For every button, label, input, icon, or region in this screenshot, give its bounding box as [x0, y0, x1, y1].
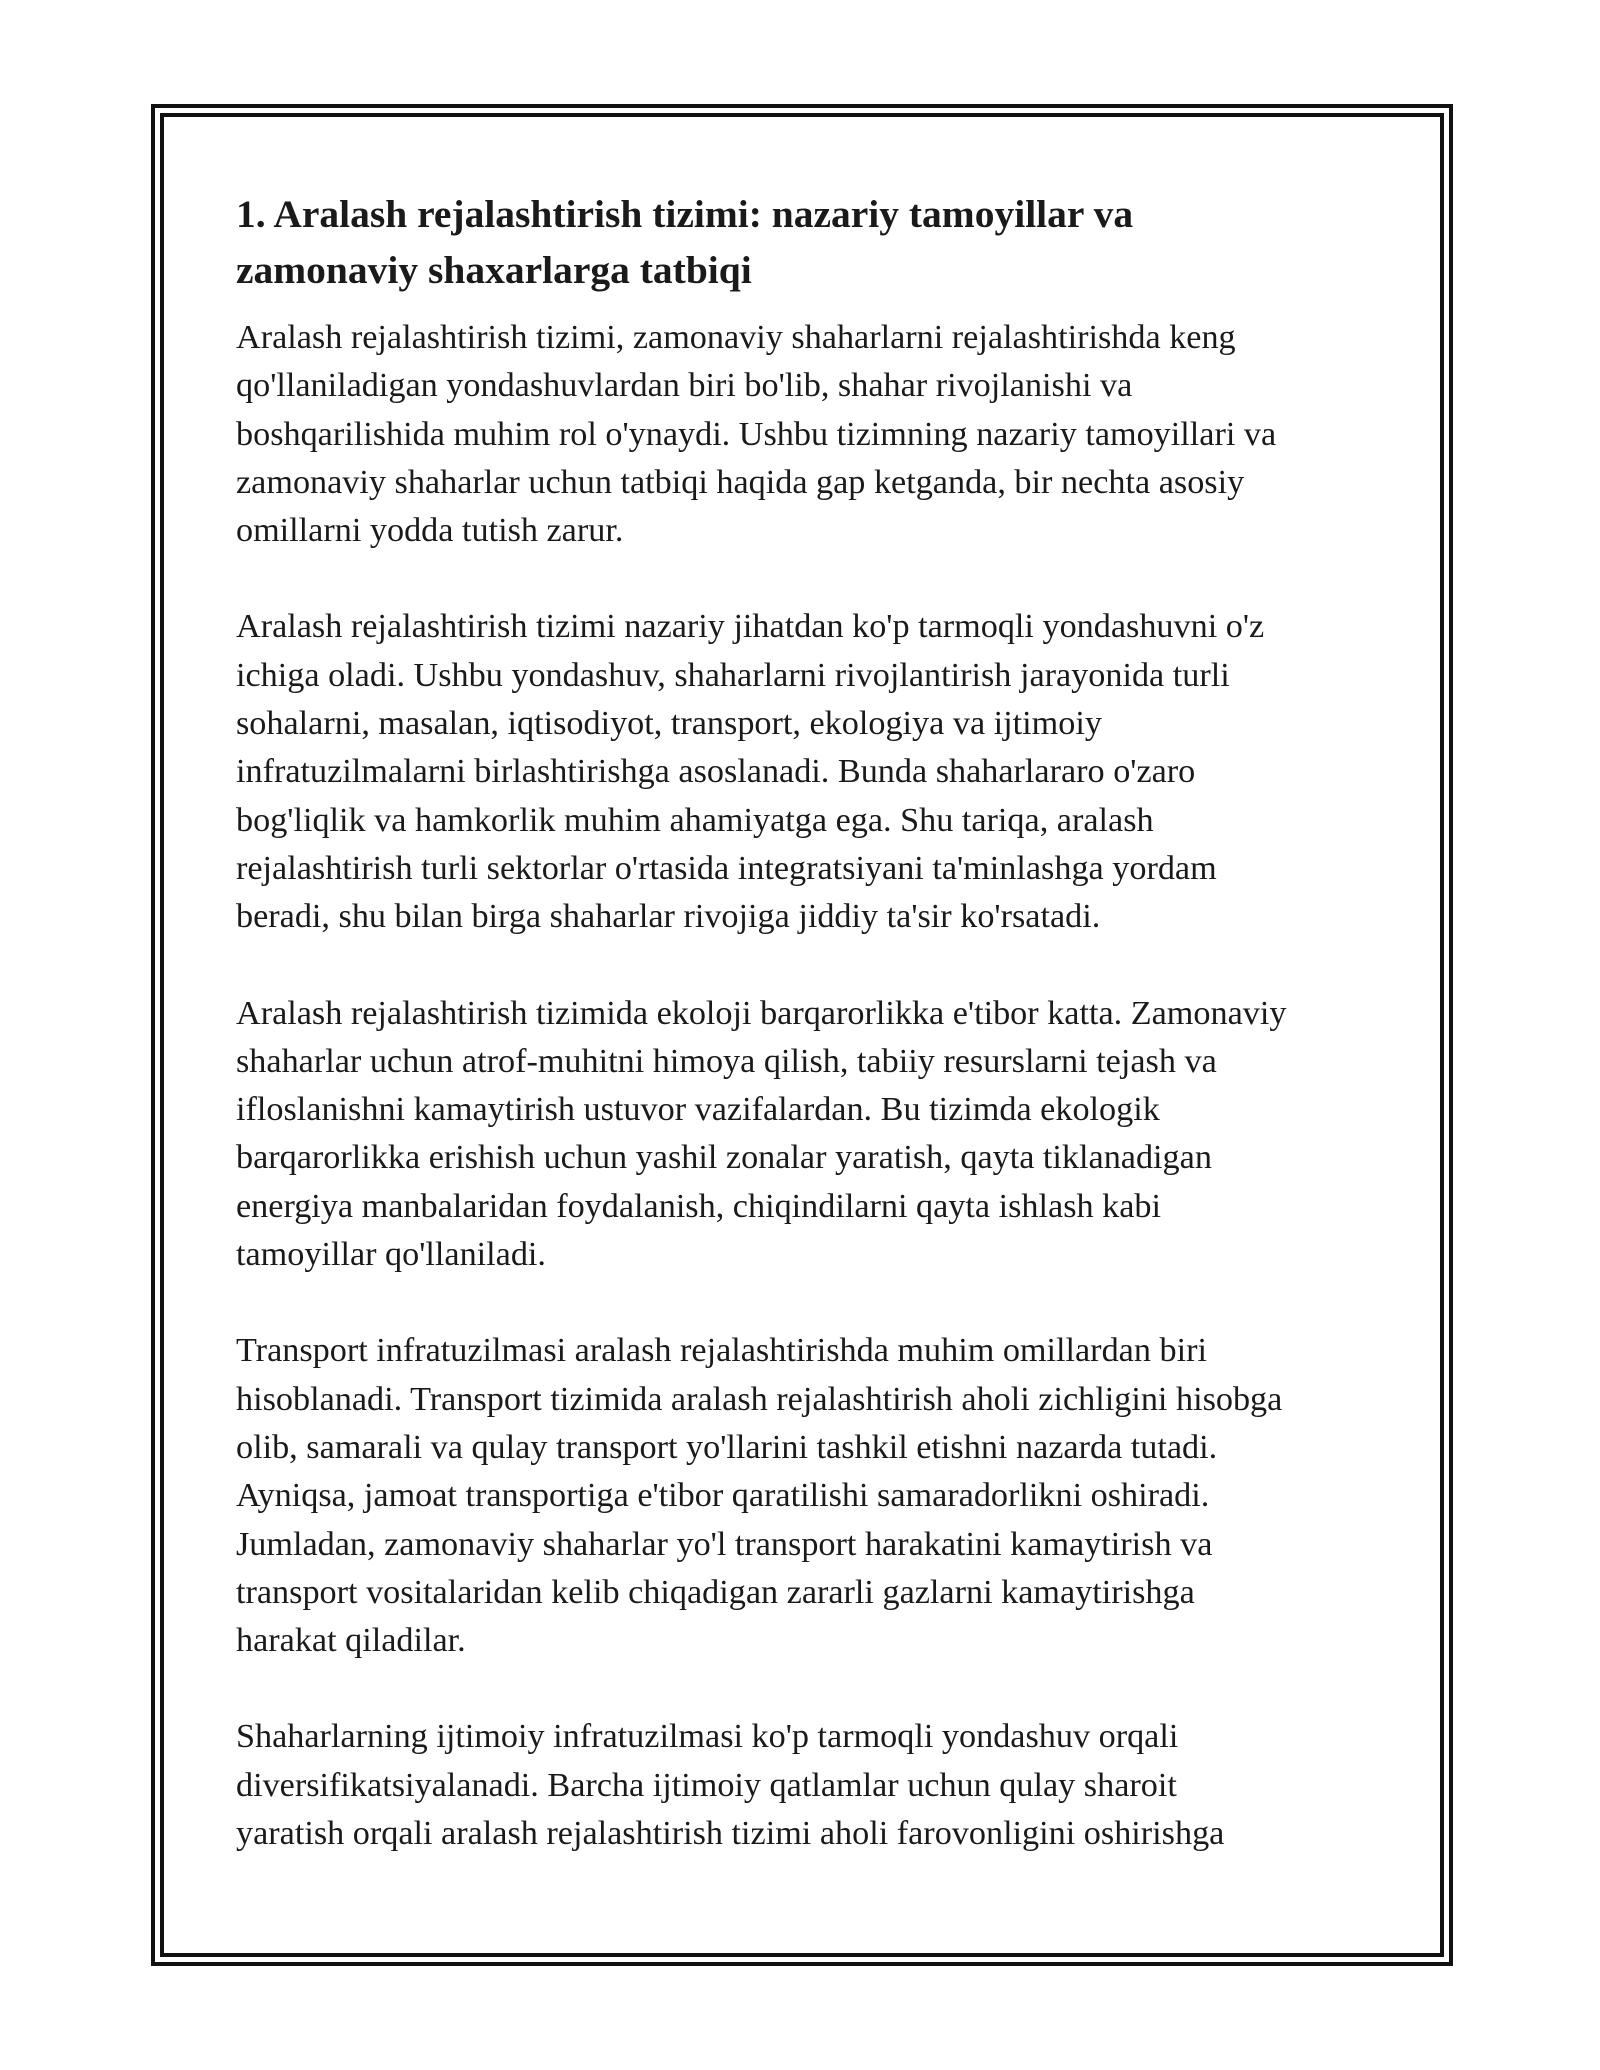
text-line: tamoyillar qo'llaniladi. — [236, 1236, 546, 1274]
paragraph-5 — [236, 1713, 1376, 1858]
text-line: beradi, shu bilan birga shaharlar rivojiga jiddiy ta'sir ko'rsatadi. — [236, 898, 1101, 936]
text-line: energiya manbalaridan foydalanish, chiqindilarni qayta ishlash kabi — [236, 1187, 1161, 1225]
text-line: transport vositalaridan kelib chiqadigan zararli gazlarni kamaytirishga — [236, 1573, 1195, 1611]
text-line: yaratish orqali aralash rejalashtirish tizimi aholi farovonligini oshirishga — [236, 1815, 1225, 1853]
text-line: bog'liqlik va hamkorlik muhim ahamiyatga ega. Shu tariqa, aralash — [236, 801, 1154, 839]
paragraph-2 — [236, 603, 1376, 941]
text-line: Aralash rejalashtirish tizimida ekoloji barqarorlikka e'tibor katta. Zamonaviy — [236, 994, 1287, 1032]
text-line: Shaharlarning ijtimoiy infratuzilmasi ko'p tarmoqli yondashuv orqali — [236, 1718, 1179, 1756]
text-line: diversifikatsiyalanadi. Barcha ijtimoiy qatlamlar uchun qulay sharoit — [236, 1766, 1177, 1804]
text-line: infratuzilmalarni birlashtirishga asoslanadi. Bunda shaharlararo o'zaro — [236, 753, 1196, 791]
text-line: olib, samarali va qulay transport yo'llarini tashkil etishni nazarda tutadi. — [236, 1428, 1218, 1466]
text-line: Aralash rejalashtirish tizimi nazariy jihatdan ko'p tarmoqli yondashuvni o'z — [236, 608, 1265, 646]
paragraph-1 — [236, 314, 1376, 555]
paragraph-3 — [236, 990, 1376, 1280]
heading-line: zamonaviy shaxarlarga tatbiqi — [236, 248, 752, 292]
text-line: hisoblanadi. Transport tizimida aralash rejalashtirish aholi zichligini hisobga — [236, 1380, 1283, 1418]
text-line: Transport infratuzilmasi aralash rejalashtirishda muhim omillardan biri — [236, 1332, 1207, 1370]
text-line: Jumladan, zamonaviy shaharlar yo'l transport harakatini kamaytirish va — [236, 1525, 1213, 1563]
text-line: barqarorlikka erishish uchun yashil zonalar yaratish, qayta tiklanadigan — [236, 1139, 1212, 1177]
text-line: Aralash rejalashtirish tizimi, zamonaviy shaharlarni rejalashtirishda keng — [236, 319, 1236, 356]
document-content — [236, 186, 1376, 1858]
text-line: ifloslanishni kamaytirish ustuvor vazifalardan. Bu tizimda ekologik — [236, 1091, 1160, 1129]
text-line: ichiga oladi. Ushbu yondashuv, shaharlarni rivojlantirish jarayonida turli — [236, 656, 1230, 694]
text-line: omillarni yodda tutish zarur. — [236, 512, 624, 550]
text-line: qo'llaniladigan yondashuvlardan biri bo'lib, shahar rivojlanishi va — [236, 367, 1133, 405]
text-line: sohalarni, masalan, iqtisodiyot, transport, ekologiya va ijtimoiy — [236, 705, 1102, 743]
text-line: shaharlar uchun atrof-muhitni himoya qilish, tabiiy resurslarni tejash va — [236, 1042, 1217, 1080]
section-heading — [236, 186, 1376, 298]
text-line: Ayniqsa, jamoat transportiga e'tibor qaratilishi samaradorlikni oshiradi. — [236, 1477, 1210, 1515]
text-line: boshqarilishida muhim rol o'ynaydi. Ushbu tizimning nazariy tamoyillari va — [236, 415, 1277, 453]
heading-line: 1. Aralash rejalashtirish tizimi: nazariy tamoyillar va — [236, 192, 1134, 236]
paragraph-4 — [236, 1327, 1376, 1665]
text-line: zamonaviy shaharlar uchun tatbiqi haqida gap ketganda, bir nechta asosiy — [236, 463, 1245, 501]
text-line: harakat qiladilar. — [236, 1622, 466, 1660]
text-line: rejalashtirish turli sektorlar o'rtasida integratsiyani ta'minlashga yordam — [236, 849, 1217, 887]
